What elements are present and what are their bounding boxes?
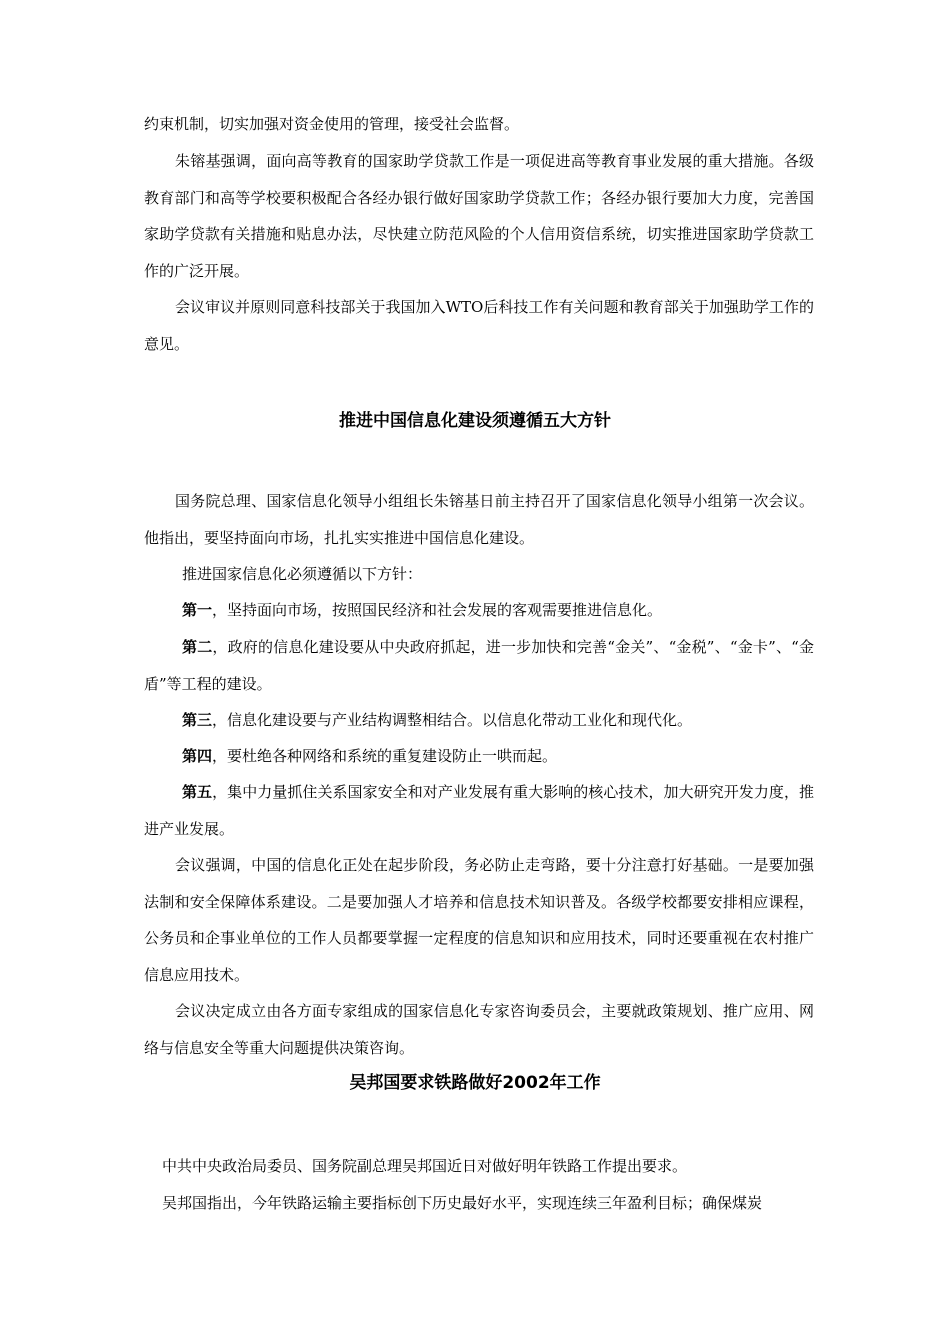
item-text: ，要杜绝各种网络和系统的重复建设防止一哄而起。 <box>212 747 558 765</box>
paragraph-s1-p1: 约束机制，切实加强对资金使用的管理，接受社会监督。 <box>144 115 520 133</box>
item-label: 第五 <box>182 783 213 801</box>
item-label: 第三 <box>182 711 213 729</box>
item-text: ，政府的信息化建设要从中央政府抓起，进一步加快和完善“金关”、“金税”、“金卡”、“金盾”等工程的建设。 <box>144 638 814 693</box>
list-item <box>144 774 814 847</box>
item-label: 第二 <box>182 638 213 656</box>
paragraph-s2-emphasis: 会议强调，中国的信息化正处在起步阶段，务必防止走弯路，要十分注意打好基础。一是要加强法制和安全保障体系建设。二是要加强人才培养和信息技术知识普及。各级学校都要安排相应课程，公务员和企事业单位的工作人员都要掌握一定程度的信息知识和应用技术，同时还要重视在农村推广信息应用技术。 <box>144 856 814 984</box>
paragraph-s1-p2: 朱镕基强调，面向高等教育的国家助学贷款工作是一项促进高等教育事业发展的重大措施。各级教育部门和高等学校要积极配合各经办银行做好国家助学贷款工作；各经办银行要加大力度，完善国家助学贷款有关措施和贴息办法，尽快建立防范风险的个人信用资信系统，切实推进国家助学贷款工作的广泛开展。 <box>144 152 814 280</box>
paragraph-s2-decision: 会议决定成立由各方面专家组成的国家信息化专家咨询委员会，主要就政策规划、推广应用、网络与信息安全等重大问题提供决策咨询。 <box>144 1002 814 1057</box>
paragraph-s3-p2: 吴邦国指出，今年铁路运输主要指标创下历史最好水平，实现连续三年盈利目标；确保煤炭 <box>162 1194 763 1212</box>
paragraph-s2-intro: 国务院总理、国家信息化领导小组组长朱镕基日前主持召开了国家信息化领导小组第一次会议。他指出，要坚持面向市场，扎扎实实推进中国信息化建设。 <box>144 492 814 547</box>
list-item <box>144 629 814 702</box>
item-text: ，坚持面向市场，按照国民经济和社会发展的客观需要推进信息化。 <box>212 601 663 619</box>
paragraph-s3-p1: 中共中央政治局委员、国务院副总理吴邦国近日对做好明年铁路工作提出要求。 <box>162 1157 688 1175</box>
paragraph-s2-lead: 推进国家信息化必须遵循以下方针： <box>182 565 423 583</box>
list-item <box>144 738 814 775</box>
paragraph-s1-p3: 会议审议并原则同意科技部关于我国加入WTO后科技工作有关问题和教育部关于加强助学工作的意见。 <box>144 298 814 353</box>
item-text: ，集中力量抓住关系国家安全和对产业发展有重大影响的核心技术，加大研究开发力度，推进产业发展。 <box>144 783 814 838</box>
item-label: 第一 <box>182 601 213 619</box>
section-title-railway: 吴邦国要求铁路做好2002年工作 <box>349 1073 601 1093</box>
item-text: ，信息化建设要与产业结构调整相结合。以信息化带动工业化和现代化。 <box>212 711 693 729</box>
section-title-informatization: 推进中国信息化建设须遵循五大方针 <box>339 411 611 431</box>
item-label: 第四 <box>182 747 213 765</box>
list-item <box>144 702 814 739</box>
list-item <box>144 592 814 629</box>
